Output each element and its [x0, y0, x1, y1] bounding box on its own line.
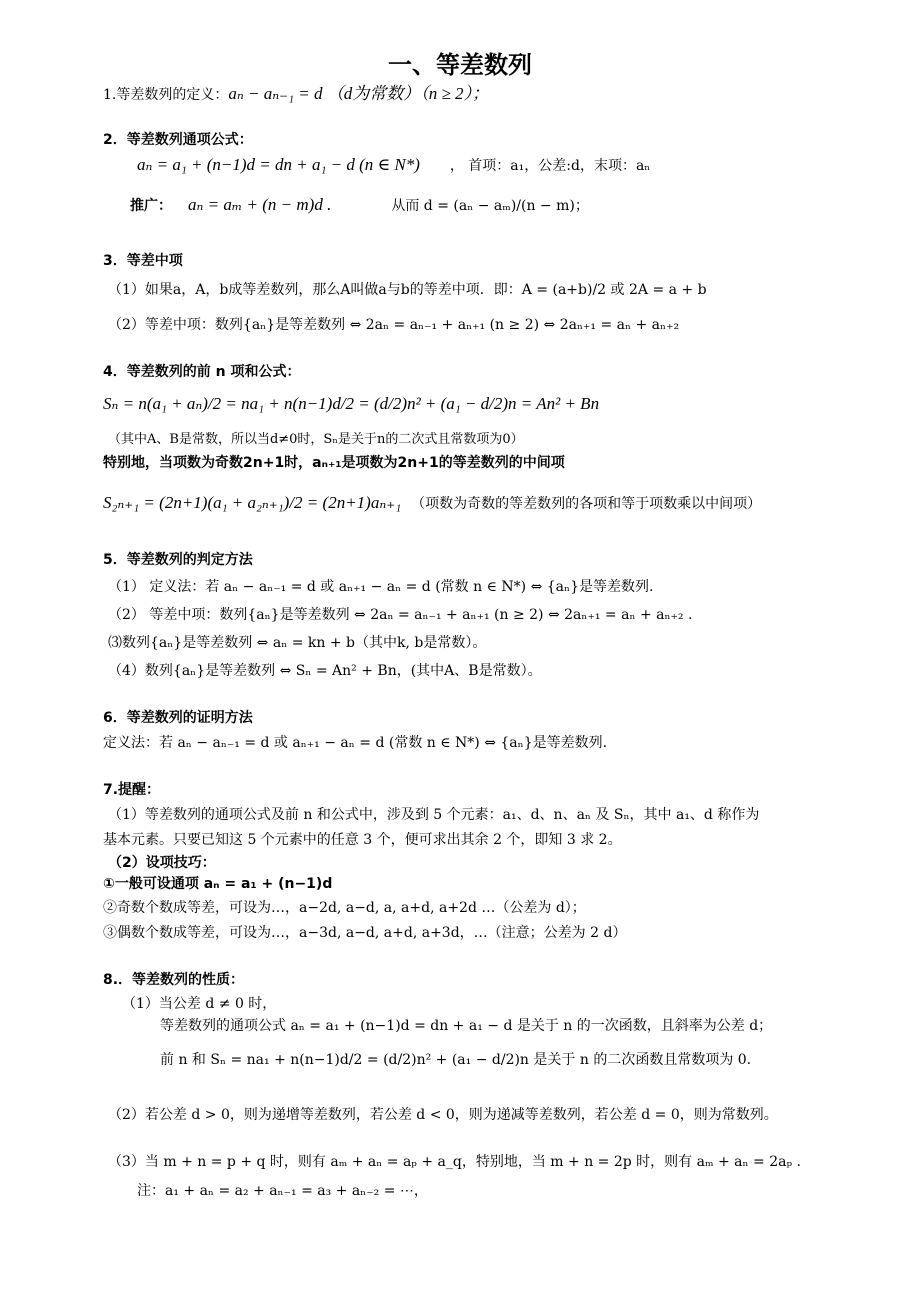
- s2-tui-so: 从而 d = (aₙ − aₘ)/(n − m)；: [391, 198, 589, 214]
- s2-general-line: [130, 195, 589, 216]
- s8-note: 注：a₁ + aₙ = a₂ + aₙ₋₁ = a₃ + aₙ₋₂ = ⋯，: [137, 1183, 428, 1199]
- s7-item-3: ③偶数个数成等差，可设为…，a−3d, a−d, a+d, a+3d，…（注意；公差为 2 d）: [103, 925, 627, 941]
- s4-formula: Sₙ = n(a₁ + aₙ)/2 = na₁ + n(n−1)d/2 = (d/2)n² + (a₁ − d/2)n = An² + Bn: [103, 394, 600, 413]
- s7-item-1: ①一般可设通项 aₙ = a₁ + (n−1)d: [103, 876, 333, 892]
- s8-point-1b: 前 n 和 Sₙ = na₁ + n(n−1)d/2 = (d/2)n² + (a₁ − d/2)n 是关于 n 的二次函数且常数项为 0.: [160, 1052, 752, 1068]
- s2-formula-line: [137, 155, 650, 176]
- s4-special: 特别地，当项数为奇数2n+1时，aₙ₊₁是项数为2n+1的等差数列的中间项: [103, 455, 565, 471]
- s7-paragraph-1b: 基本元素。只要已知这 5 个元素中的任意 3 个，便可求出其余 2 个，即知 3 求 2。: [103, 832, 622, 848]
- section-4-heading: 4．等差数列的前 n 项和公式：: [103, 364, 301, 380]
- s4-note: （其中A、B是常数，所以当d≠0时，Sₙ是关于n的二次式且常数项为0）: [108, 432, 524, 447]
- s7-paragraph-1a: （1）等差数列的通项公式及前 n 和公式中，涉及到 5 个元素：a₁、d、n、aₙ 及 Sₙ，其中 a₁、d 称作为: [108, 807, 760, 823]
- s2-tui-formula: aₙ = aₘ + (n − m)d .: [188, 195, 332, 214]
- section-7-heading: 7.提醒：: [103, 782, 161, 798]
- s5-line-1: （1） 定义法：若 aₙ − aₙ₋₁ = d 或 aₙ₊₁ − aₙ = d (常数 n ∈ N*) ⇔ {aₙ}是等差数列.: [108, 579, 654, 595]
- s8-point-1a: 等差数列的通项公式 aₙ = a₁ + (n−1)d = dn + a₁ − d 是关于 n 的一次函数，且斜率为公差 d；: [160, 1018, 773, 1034]
- s8-point-3: （3）当 m + n = p + q 时，则有 aₘ + aₙ = aₚ + a_q，特别地，当 m + n = 2p 时，则有 aₘ + aₙ = 2aₚ .: [108, 1154, 801, 1170]
- section-6-heading: 6．等差数列的证明方法: [103, 710, 253, 726]
- s2-tui-label: 推广：: [130, 198, 172, 214]
- s4-odd-line: [103, 493, 761, 514]
- section-2-heading: 2．等差数列通项公式：: [103, 132, 253, 148]
- s3-line-1: （1）如果a，A，b成等差数列，那么A叫做a与b的等差中项．即：A = (a+b)/2 或 2A = a + b: [108, 282, 707, 298]
- s3-line-2: （2）等差中项：数列{aₙ}是等差数列 ⇔ 2aₙ = aₙ₋₁ + aₙ₊₁ (n ≥ 2) ⇔ 2aₙ₊₁ = aₙ + aₙ₊₂: [108, 317, 680, 333]
- s2-terms: ， 首项：a₁，公差:d，末项：aₙ: [449, 158, 651, 174]
- s5-line-3: ⑶数列{aₙ}是等差数列 ⇔ aₙ = kn + b（其中k, b是常数）。: [108, 635, 487, 651]
- s1-label: 1.等差数列的定义：: [103, 87, 229, 103]
- s6-line-1: 定义法：若 aₙ − aₙ₋₁ = d 或 aₙ₊₁ − aₙ = d (常数 n ∈ N*) ⇔ {aₙ}是等差数列.: [103, 735, 608, 751]
- section-1: [103, 84, 489, 105]
- s4-odd-note: （项数为奇数的等差数列的各项和等于项数乘以中间项）: [411, 496, 762, 512]
- page-title: 一、等差数列: [388, 51, 532, 79]
- s5-line-4: （4）数列{aₙ}是等差数列 ⇔ Sₙ = An² + Bn，(其中A、B是常数）。: [108, 663, 542, 679]
- s2-formula: aₙ = a₁ + (n−1)d = dn + a₁ − d (n ∈ N*): [137, 155, 420, 174]
- s5-line-2: （2） 等差中项：数列{aₙ}是等差数列 ⇔ 2aₙ = aₙ₋₁ + aₙ₊₁ (n ≥ 2) ⇔ 2aₙ₊₁ = aₙ + aₙ₊₂ .: [108, 607, 693, 623]
- section-5-heading: 5．等差数列的判定方法: [103, 552, 253, 568]
- s8-point-1: （1）当公差 d ≠ 0 时，: [122, 996, 277, 1012]
- section-3-heading: 3．等差中项: [103, 253, 183, 269]
- section-8-heading: 8.．等差数列的性质：: [103, 972, 245, 988]
- s7-item-2: ②奇数个数成等差，可设为…，a−2d, a−d, a, a+d, a+2d …（公差为 d）；: [103, 900, 586, 916]
- s4-odd-formula: S₂ₙ₊₁ = (2n+1)(a₁ + a₂ₙ₊₁)/2 = (2n+1)aₙ₊₁: [103, 493, 402, 512]
- s1-formula: aₙ − aₙ₋₁ = d （d为常数）（n ≥ 2）；: [228, 84, 490, 103]
- s8-point-2: （2）若公差 d > 0，则为递增等差数列，若公差 d < 0，则为递减等差数列，若公差 d = 0，则为常数列。: [108, 1107, 778, 1123]
- s7-paragraph-2: （2）设项技巧：: [108, 855, 216, 871]
